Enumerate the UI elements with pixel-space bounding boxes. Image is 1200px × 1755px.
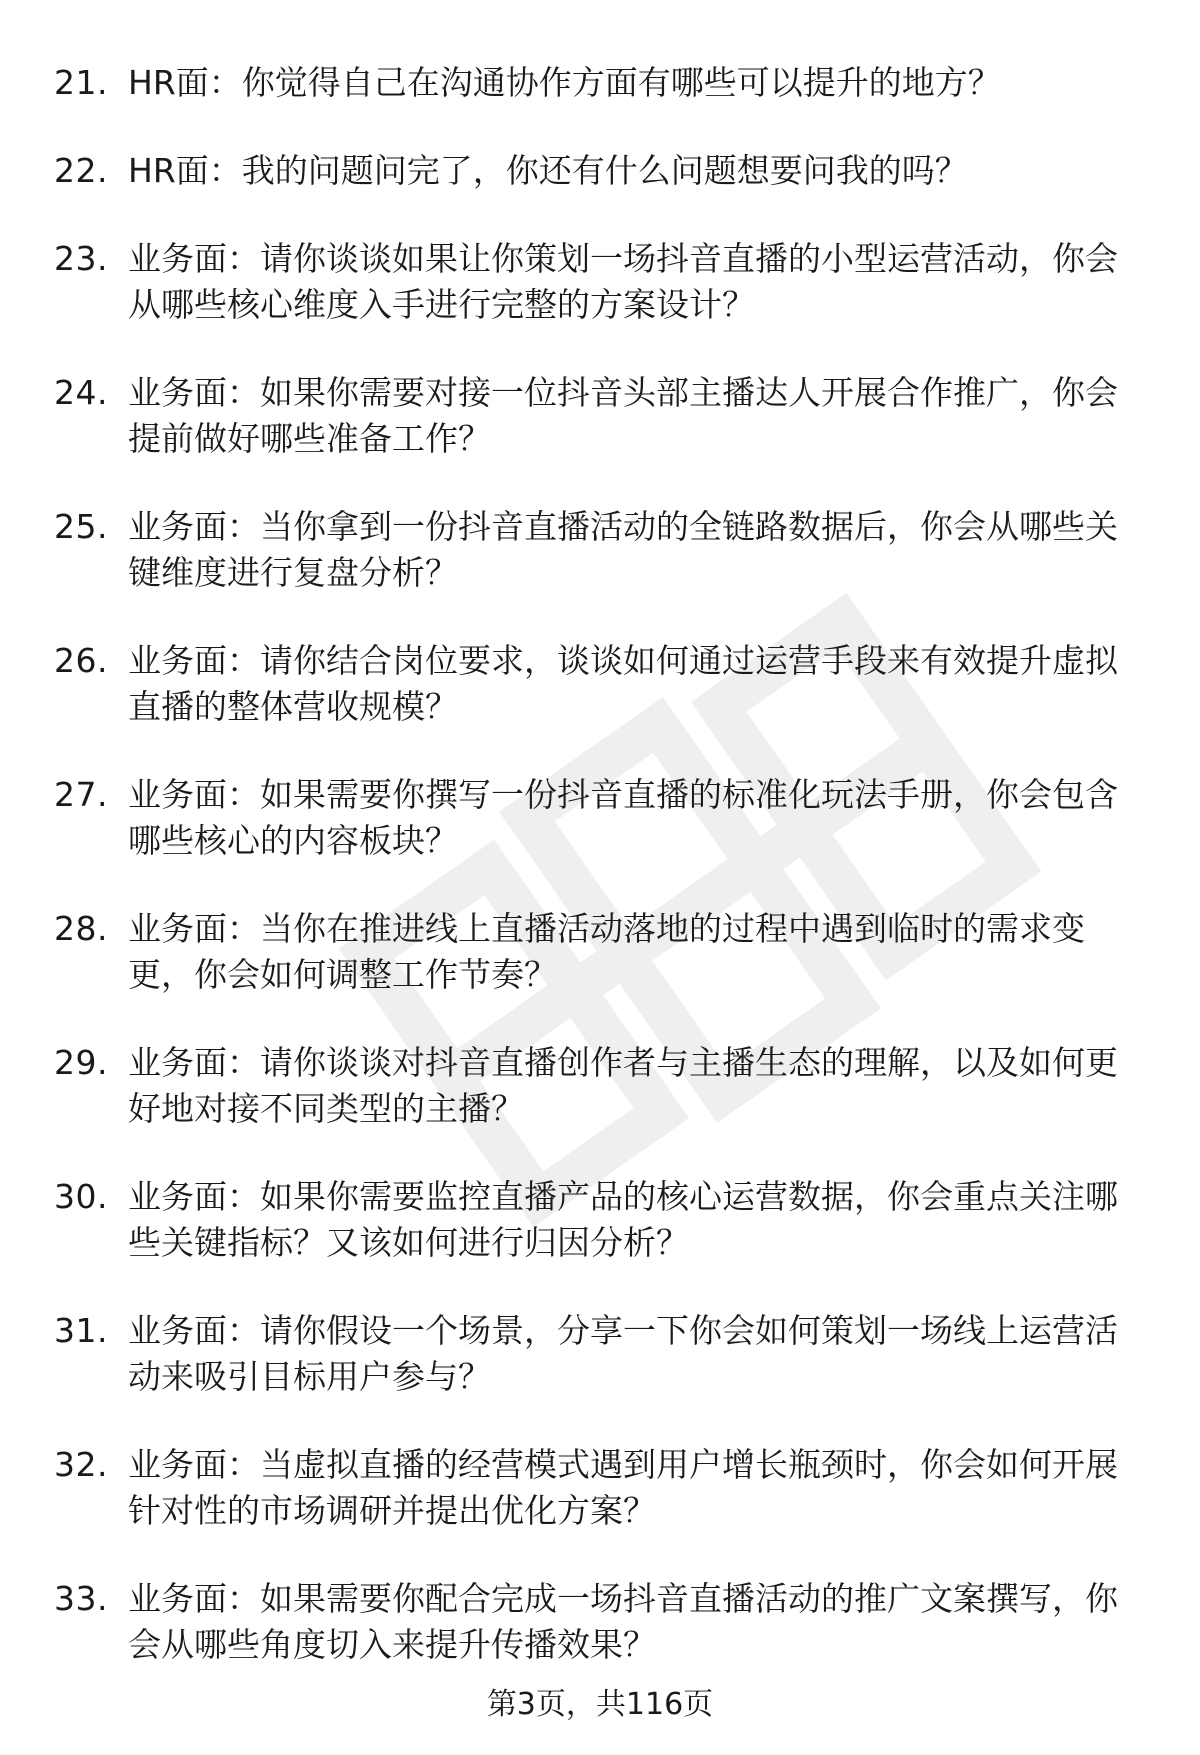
list-item	[0, 370, 1200, 462]
question-text: 业务面：如果需要你撰写一份抖音直播的标准化玩法手册，你会包含哪些核心的内容板块？	[128, 775, 1118, 860]
question-text: 业务面：请你谈谈对抖音直播创作者与主播生态的理解，以及如何更好地对接不同类型的主播？	[128, 1043, 1118, 1128]
question-text: 业务面：请你结合岗位要求，谈谈如何通过运营手段来有效提升虚拟直播的整体营收规模？	[128, 641, 1118, 726]
list-item	[0, 504, 1200, 596]
page-number: 第3页，共116页	[486, 1687, 714, 1722]
question-number: 28.	[54, 909, 108, 948]
list-item	[0, 236, 1200, 328]
question-text: 业务面：请你假设一个场景，分享一下你会如何策划一场线上运营活动来吸引目标用户参与？	[128, 1311, 1118, 1396]
question-text: HR面：我的问题问完了，你还有什么问题想要问我的吗？	[128, 151, 968, 190]
question-number: 32.	[54, 1445, 108, 1484]
list-item	[0, 1576, 1200, 1668]
question-number: 31.	[54, 1311, 108, 1350]
question-text: 业务面：如果你需要监控直播产品的核心运营数据，你会重点关注哪些关键指标？又该如何进行归因分析？	[128, 1177, 1118, 1262]
list-item	[0, 906, 1200, 998]
question-text: HR面：你觉得自己在沟通协作方面有哪些可以提升的地方？	[128, 63, 1001, 102]
question-number: 21.	[54, 63, 108, 102]
question-text: 业务面：当你拿到一份抖音直播活动的全链路数据后，你会从哪些关键维度进行复盘分析？	[128, 507, 1118, 592]
question-number: 27.	[54, 775, 108, 814]
question-number: 30.	[54, 1177, 108, 1216]
question-number: 23.	[54, 239, 108, 278]
list-item	[0, 1442, 1200, 1534]
question-text: 业务面：如果你需要对接一位抖音头部主播达人开展合作推广，你会提前做好哪些准备工作？	[128, 373, 1118, 458]
question-list	[0, 60, 1200, 1710]
question-number: 24.	[54, 373, 108, 412]
list-item	[0, 1308, 1200, 1400]
list-item	[0, 772, 1200, 864]
question-text: 业务面：请你谈谈如果让你策划一场抖音直播的小型运营活动，你会从哪些核心维度入手进行完整的方案设计？	[128, 239, 1118, 324]
question-text: 业务面：当你在推进线上直播活动落地的过程中遇到临时的需求变更，你会如何调整工作节奏？	[128, 909, 1085, 994]
list-item	[0, 638, 1200, 730]
question-text: 业务面：当虚拟直播的经营模式遇到用户增长瓶颈时，你会如何开展针对性的市场调研并提出优化方案？	[128, 1445, 1118, 1530]
question-number: 25.	[54, 507, 108, 546]
list-item	[0, 1174, 1200, 1266]
question-number: 33.	[54, 1579, 108, 1618]
list-item	[0, 60, 1200, 106]
question-text: 业务面：如果需要你配合完成一场抖音直播活动的推广文案撰写，你会从哪些角度切入来提升传播效果？	[128, 1579, 1118, 1664]
question-number: 22.	[54, 151, 108, 190]
question-number: 29.	[54, 1043, 108, 1082]
list-item	[0, 148, 1200, 194]
list-item	[0, 1040, 1200, 1132]
question-number: 26.	[54, 641, 108, 680]
